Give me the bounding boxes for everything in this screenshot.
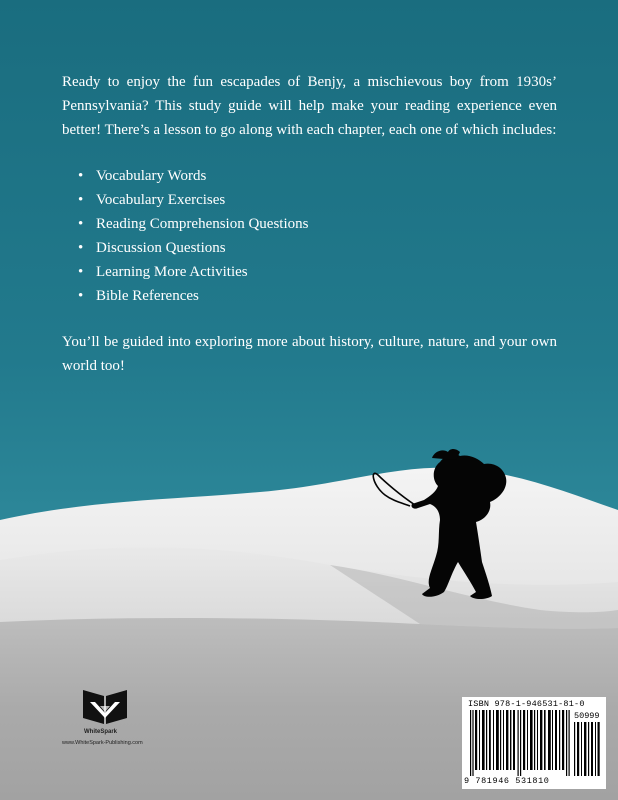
barcode-bars — [470, 710, 570, 776]
feature-label: Vocabulary Exercises — [96, 192, 226, 208]
bullet-icon: • — [78, 168, 84, 184]
bullet-icon: • — [78, 216, 84, 232]
bullet-icon: • — [78, 192, 84, 208]
publisher-name: WhiteSpark — [84, 729, 118, 735]
feature-label: Vocabulary Words — [96, 168, 207, 184]
isbn-label: ISBN 978-1-946531-81-0 — [468, 699, 585, 709]
feature-label: Reading Comprehension Questions — [96, 216, 309, 232]
bullet-icon: • — [78, 264, 84, 280]
publisher-url: www.WhiteSpark-Publishing.com — [62, 740, 143, 746]
price-code: 50999 — [574, 711, 600, 721]
feature-label: Learning More Activities — [96, 264, 248, 280]
isbn-barcode — [462, 697, 606, 789]
feature-label: Bible References — [96, 288, 199, 304]
outro-paragraph: You’ll be guided into exploring more about history, culture, nature, and your own world too! — [62, 334, 557, 374]
book-icon — [82, 688, 128, 728]
bullet-icon: • — [78, 240, 84, 256]
bullet-icon: • — [78, 288, 84, 304]
feature-label: Discussion Questions — [96, 240, 226, 256]
intro-paragraph: Ready to enjoy the fun escapades of Benjy, a mischievous boy from 1930s’ Pennsylvania? This study guide will help make your reading experience even better! There’s a lesson to go along with each chapter, each one of which includes: — [62, 74, 557, 138]
publisher-logo — [62, 688, 182, 752]
price-barcode-bars — [574, 722, 600, 776]
ean-digits: 9 781946 531810 — [464, 776, 550, 786]
